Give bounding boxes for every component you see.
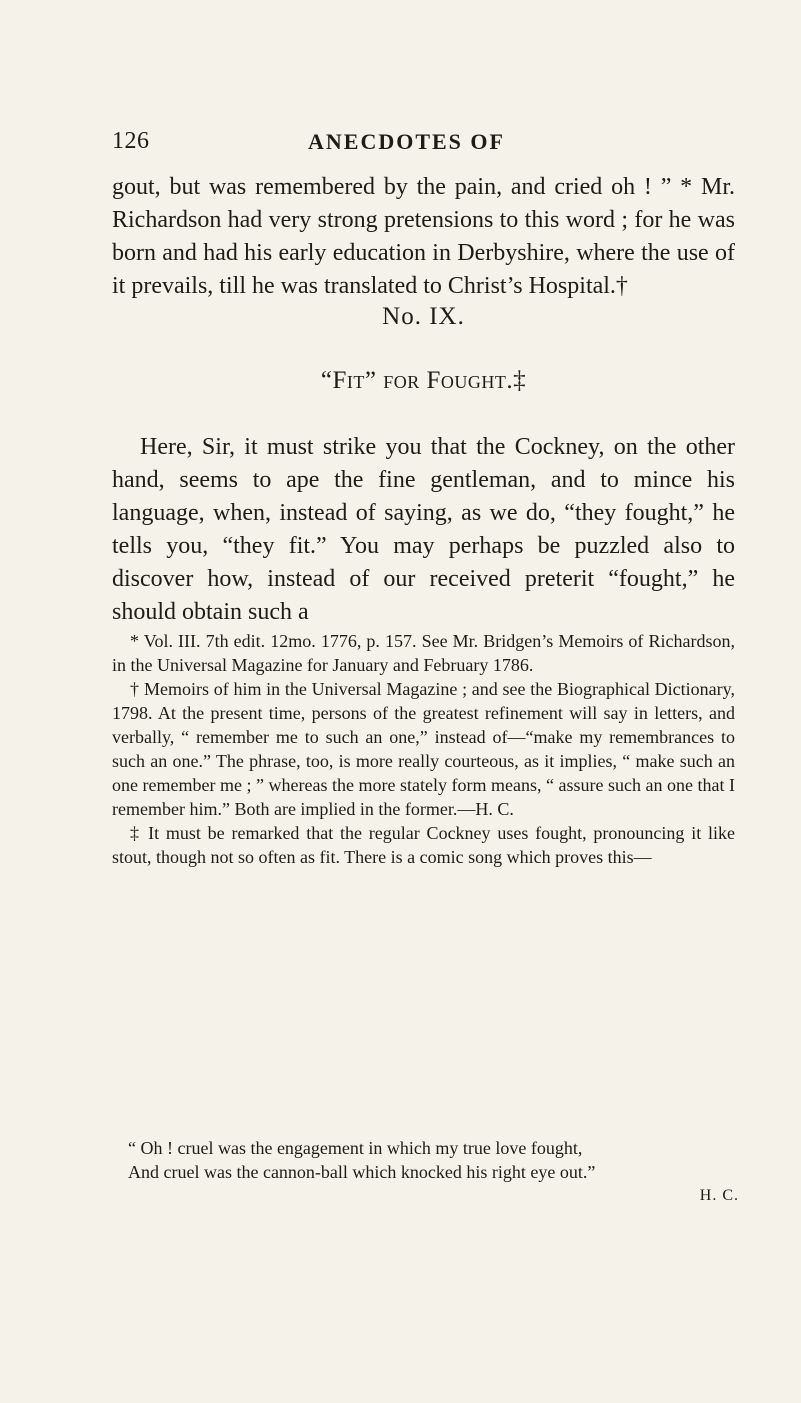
footnote-2: † Memoirs of him in the Universal Magazine ; and see the Biographical Dictionary, 1798. At the present time, persons of the greatest refinement will say in letters, and verbally, “ remember me to such an one,” instead of—“make my remembrances to such an one.” The phrase, too, is more really courteous, as it implies, “ make such an one remember me ; ” whereas the more stately form means, “ assure such an one that I remember him.” Both are implied in the former.—H. C. xyxy=(112,679,735,819)
song-line-1: “ Oh ! cruel was the engagement in which my true love fought, xyxy=(128,1138,583,1158)
running-head xyxy=(112,128,745,158)
paragraph-2-text: Here, Sir, it must strike you that the Cockney, on the other hand, seems to ape the fine gentleman, and to mince his language, when, instead of saying, as we do, “they fought,” he tells you, “they fit.” You may perhaps be puzzled also to discover how, instead of our received preterit “fought,” he should obtain such a xyxy=(112,434,735,625)
footnote-1: * Vol. III. 7th edit. 12mo. 1776, p. 157. See Mr. Bridgen’s Memoirs of Richardson, in the Universal Magazine for January and February 1786. xyxy=(112,631,735,675)
body-paragraph-2 xyxy=(112,431,735,629)
footnotes xyxy=(112,629,735,869)
section-title: “Fit” for Fought.‡ xyxy=(320,367,527,394)
running-title: ANECDOTES OF xyxy=(308,129,505,154)
song-line-2: And cruel was the cannon-ball which knocked his right eye out.” xyxy=(128,1162,596,1182)
page-number: 126 xyxy=(112,128,150,154)
quoted-song xyxy=(112,1136,735,1184)
body-paragraph-1 xyxy=(112,171,735,303)
signature: H. C. xyxy=(699,1187,739,1204)
section-number: No. IX. xyxy=(382,303,465,330)
footnote-3: ‡ It must be remarked that the regular Cockney uses fought, pronouncing it like stout, though not so often as fit. There is a comic song which proves this— xyxy=(112,823,735,867)
paragraph-1-text: gout, but was remembered by the pain, and cried oh ! ” * Mr. Richardson had very strong pretensions to this word ; for he was born and had his early education in Derbyshire, where the use of it prevails, till he was translated to Christ’s Hospital.† xyxy=(112,174,735,299)
